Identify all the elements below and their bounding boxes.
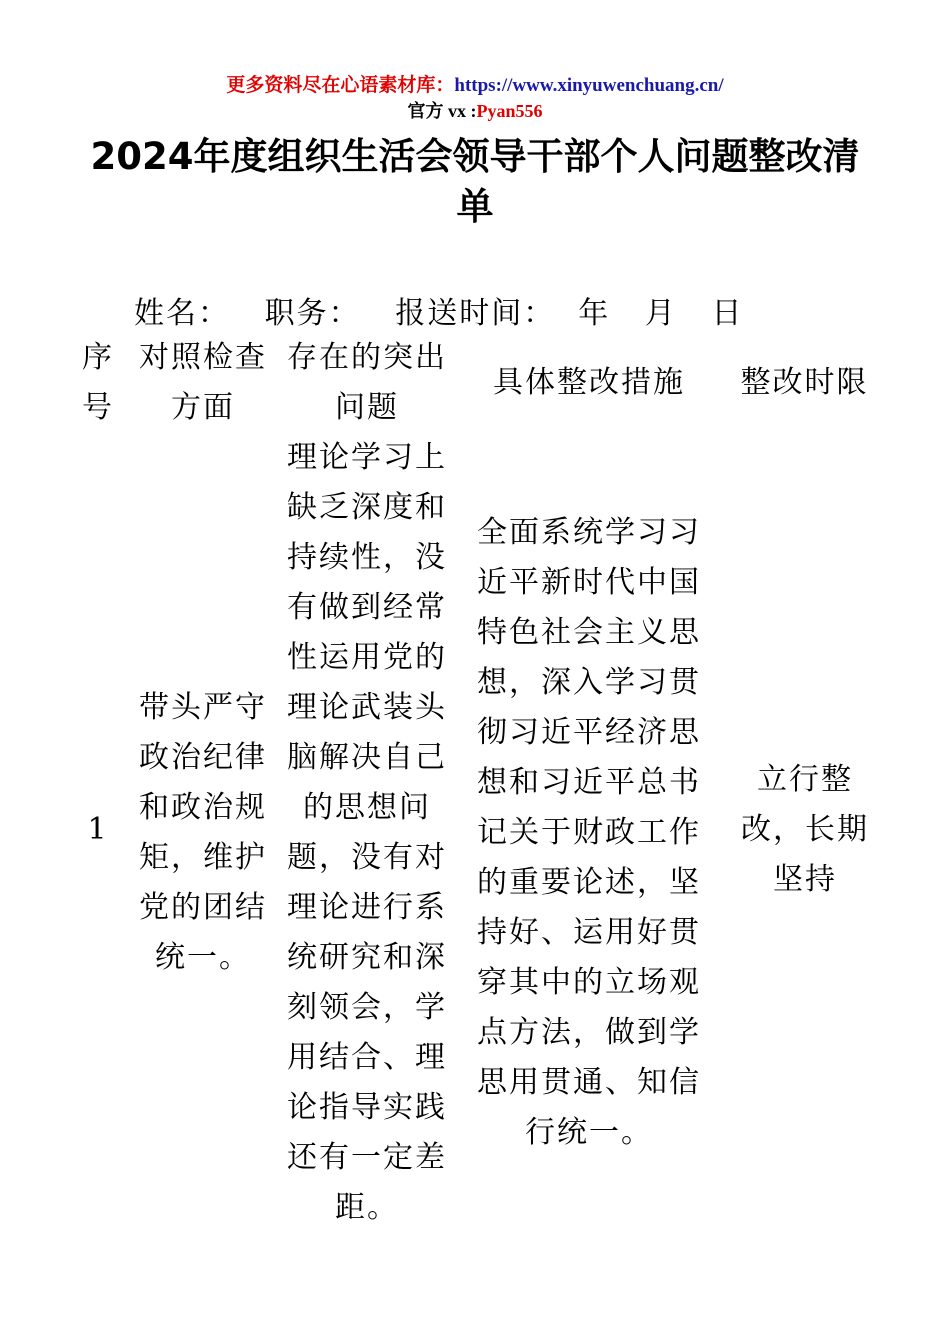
header-aspect: 对照检查方面 — [139, 340, 267, 425]
row-1-deadline: 立行整改，长期坚持 — [741, 762, 869, 897]
header-problem: 存在的突出问题 — [287, 340, 447, 425]
header-no: 序号 — [82, 340, 114, 425]
promo-label: 更多资料尽在心语素材库： — [226, 75, 455, 96]
row-1-aspect: 带头严守政治纪律和政治规矩，维护党的团结统一。 — [139, 690, 267, 975]
row-1-measure: 全面系统学习习近平新时代中国特色社会主义思想，深入学习贯彻习近平经济思想和习近平总书记关于财政工作的重要论述，坚持好、运用好贯穿其中的立场观点方法，做到学思用贯通、知信行统一。 — [477, 515, 701, 1150]
promo-url-link[interactable]: https://www.xinyuwenchuang.cn/ — [454, 75, 724, 96]
promo-line — [0, 70, 950, 97]
vx-label: 官方 vx : — [407, 101, 477, 121]
header-deadline: 整改时限 — [740, 365, 869, 400]
vx-line — [0, 97, 950, 123]
document-title: 2024年度组织生活会领导干部个人问题整改清单 — [90, 135, 860, 228]
report-meta-line: 姓名： 职务： 报送时间： 年 月 日 — [134, 296, 744, 331]
row-1-problem: 理论学习上缺乏深度和持续性，没有做到经常性运用党的理论武装头脑解决自己的思想问题，没有对理论进行系统研究和深刻领会，学用结合、理论指导实践还有一定差距。 — [287, 440, 447, 1225]
header-measure: 具体整改措施 — [493, 365, 685, 400]
row-1-no: 1 — [87, 812, 109, 847]
vx-id: Pyan556 — [476, 101, 543, 121]
